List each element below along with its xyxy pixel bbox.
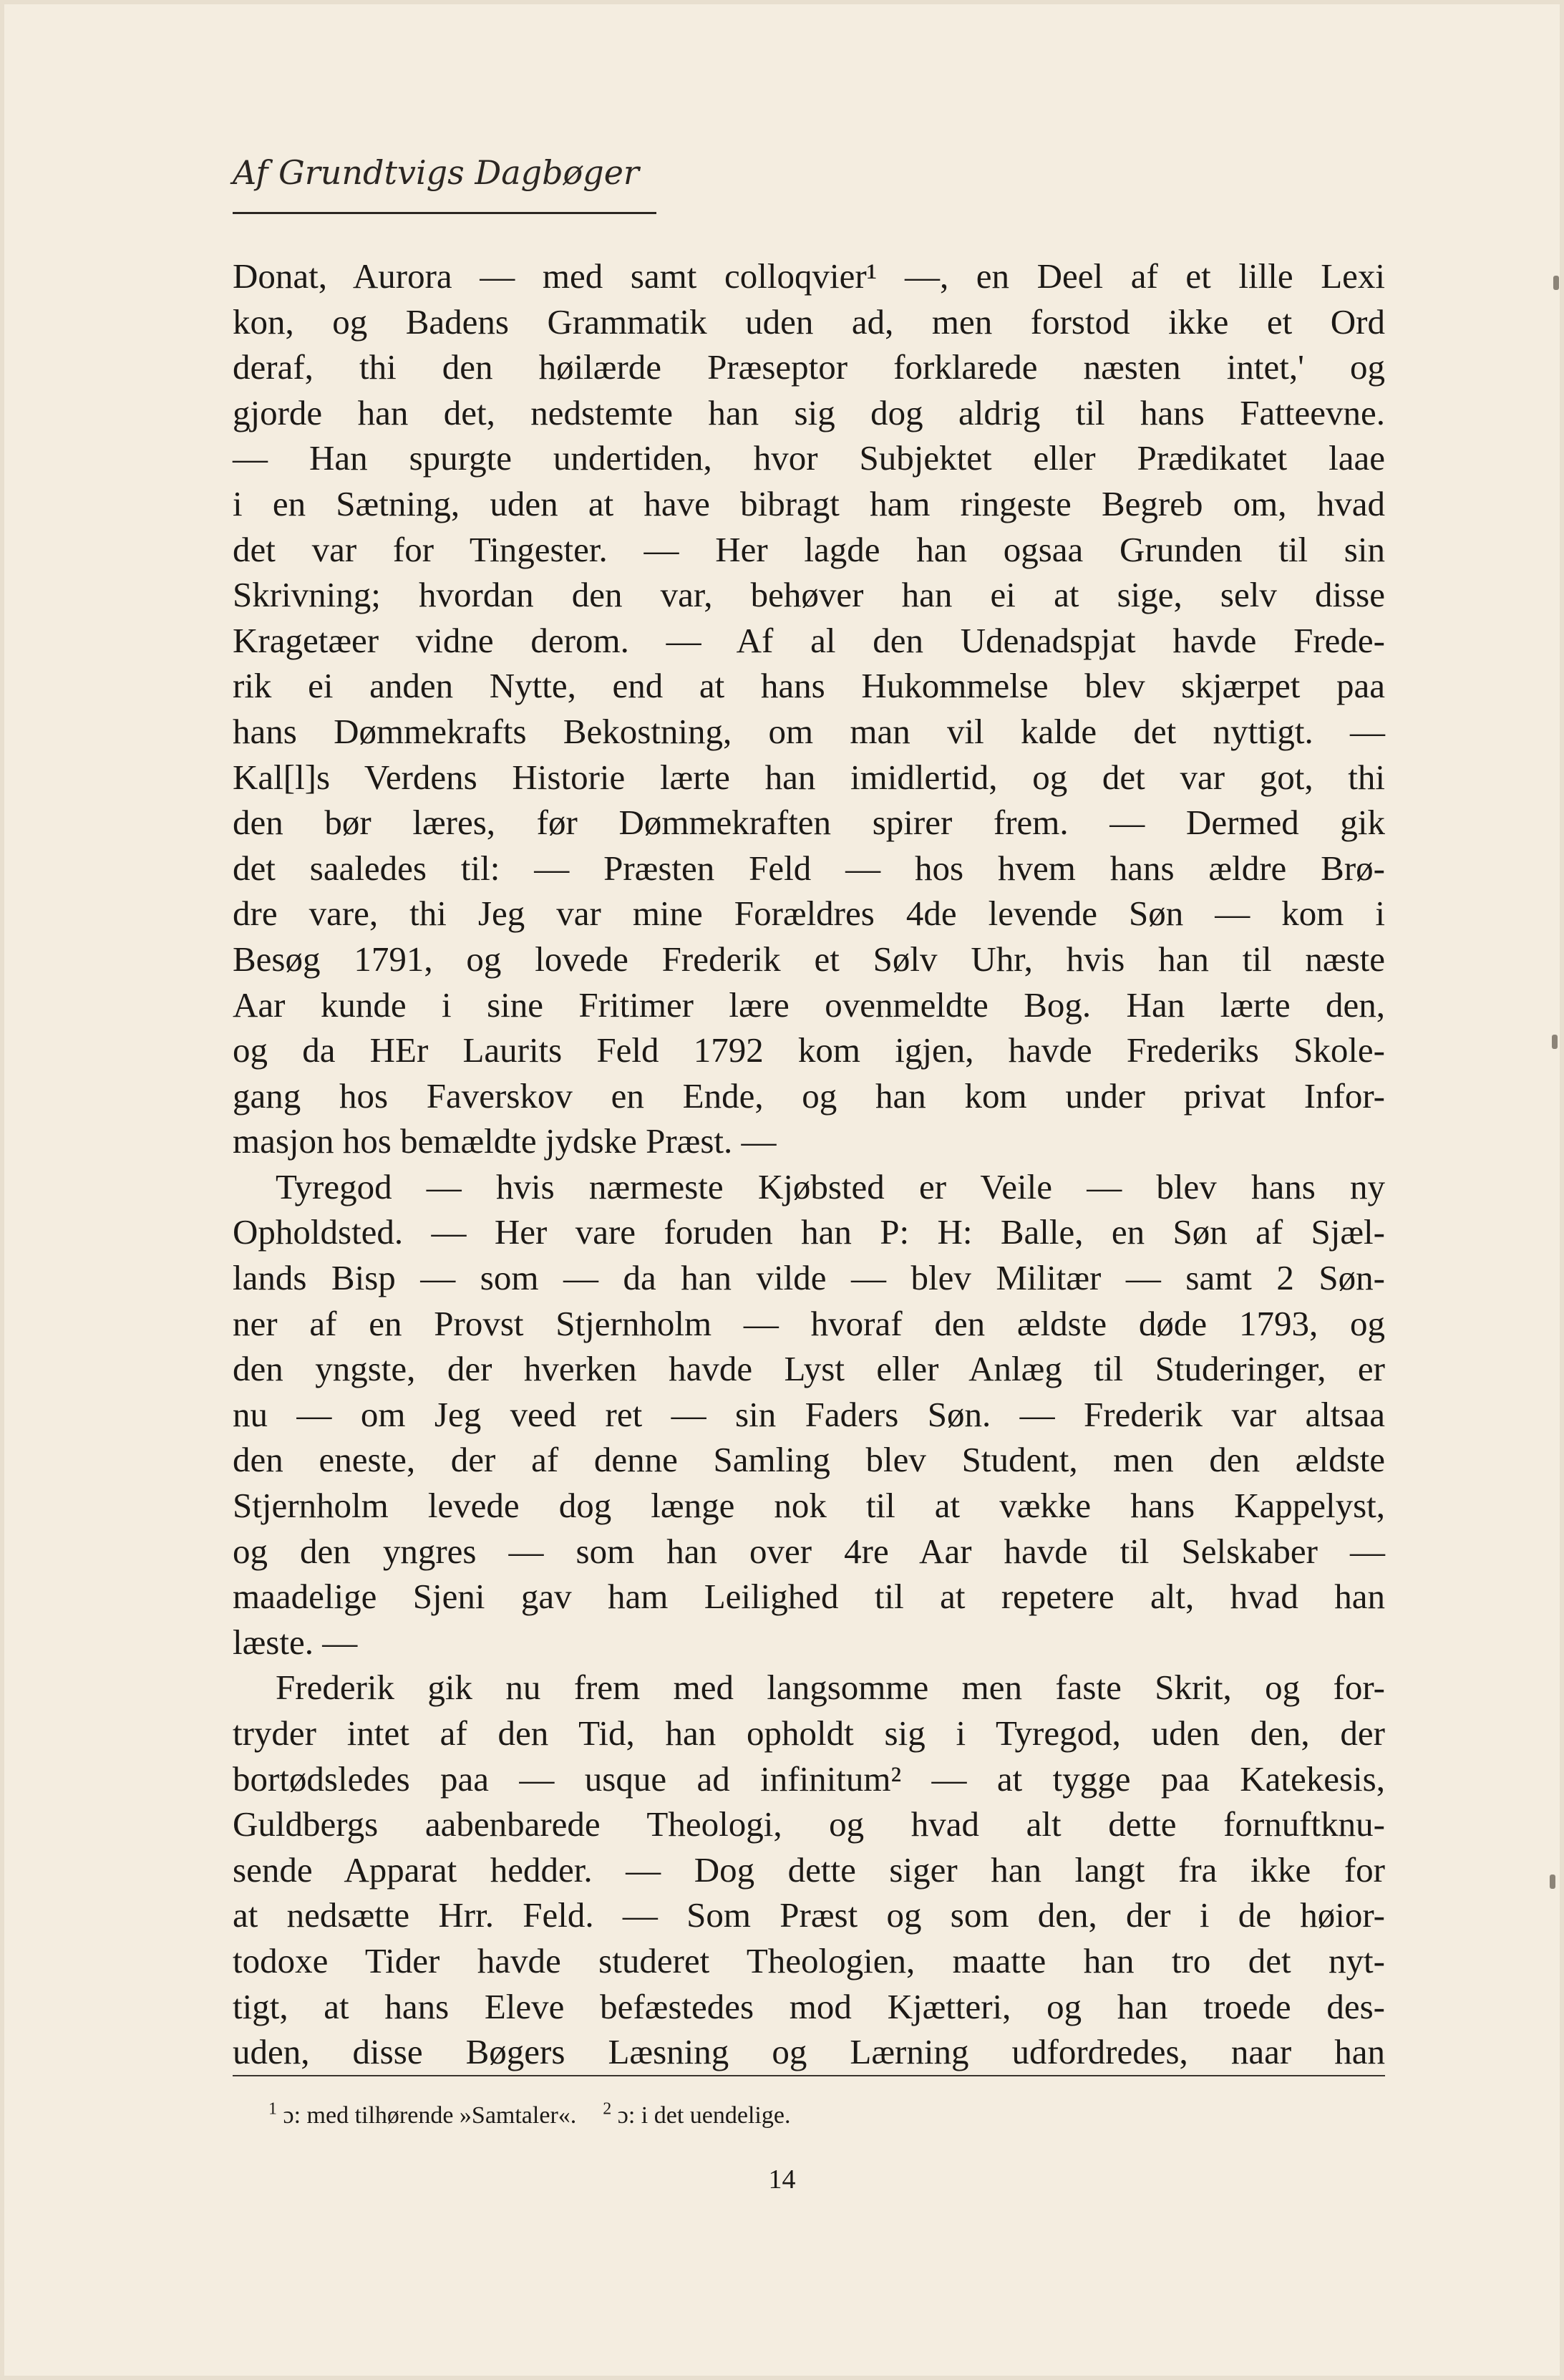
scan-speck [1553,276,1559,290]
footnote-separator [233,2075,1385,2076]
footnote-marker: 1 [268,2099,277,2119]
text-line: ner af en Provst Stjernholm — hvoraf den ældste døde 1793, og [233,1303,1385,1343]
text-line: Kal[l]s Verdens Historie lærte han imidlertid, og det var got, thi [233,757,1385,797]
footnote-text: ɔ: i det uendelige. [617,2102,791,2129]
text-line: deraf, thi den høilærde Præseptor forklarede næsten intet,' og [233,347,1385,387]
text-line: bortødsledes paa — usque ad infinitum² — at tygge paa Katekesis, [233,1759,1385,1799]
paragraph-start-line: Tyregod — hvis nærmeste Kjøbsted er Veile — blev hans ny [276,1166,1385,1206]
text-line: Aar kunde i sine Fritimer lære ovenmeldte Bog. Han lærte den, [233,985,1385,1025]
text-line: kon, og Badens Grammatik uden ad, men forstod ikke et Ord [233,301,1385,342]
text-line: sende Apparat hedder. — Dog dette siger han langt fra ikke for [233,1849,1385,1890]
text-line: tigt, at hans Eleve befæstedes mod Kjætteri, og han troede des- [233,1986,1385,2026]
text-line: masjon hos bemældte jydske Præst. — [233,1121,777,1161]
text-line: den eneste, der af denne Samling blev Student, men den ældste [233,1440,1385,1480]
text-line: det var for Tingester. — Her lagde han ogsaa Grunden til sin [233,529,1385,569]
text-line: Stjernholm levede dog længe nok til at vække hans Kappelyst, [233,1486,1385,1526]
text-line: Opholdsted. — Her vare foruden han P: H: Balle, en Søn af Sjæl- [233,1212,1385,1252]
running-head: Af Grundtvigs Dagbøger [233,153,639,192]
text-line: Skrivning; hvordan den var, behøver han ei at sige, selv disse [233,575,1385,615]
text-line: — Han spurgte undertiden, hvor Subjektet eller Prædikatet laae [233,438,1385,478]
text-line: rik ei anden Nytte, end at hans Hukommelse blev skjærpet paa [233,666,1385,706]
text-line: Kragetæer vidne derom. — Af al den Udenadspjat havde Frede- [233,620,1385,660]
text-line: uden, disse Bøgers Læsning og Lærning udfordredes, naar han [233,2032,1385,2072]
text-line: gang hos Faverskov en Ende, og han kom under privat Infor- [233,1075,1385,1116]
text-line: todoxe Tider havde studeret Theologien, maatte han tro det nyt- [233,1940,1385,1980]
text-line: hans Dømmekrafts Bekostning, om man vil kalde det nyttigt. — [233,711,1385,751]
footnote-text: ɔ: med tilhørende »Samtaler«. [283,2102,577,2129]
text-line: dre vare, thi Jeg var mine Forældres 4de levende Søn — kom i [233,894,1385,934]
footnotes [268,2101,790,2131]
text-line: Donat, Aurora — med samt colloqvier¹ —, en Deel af et lille Lexi [233,256,1385,296]
text-line: og da HEr Laurits Feld 1792 kom igjen, havde Frederiks Skole- [233,1030,1385,1070]
paragraph-start-line: Frederik gik nu frem med langsomme men faste Skrit, og for- [276,1668,1385,1708]
scan-speck [1550,1875,1555,1889]
page-number: 14 [768,2164,796,2195]
text-line: gjorde han det, nedstemte han sig dog aldrig til hans Fatteevne. [233,392,1385,432]
scan-speck [1552,1035,1558,1049]
text-line: nu — om Jeg veed ret — sin Faders Søn. — Frederik var altsaa [233,1394,1385,1434]
running-head-underline [233,212,656,214]
text-line: Besøg 1791, og lovede Frederik et Sølv Uhr, hvis han til næste [233,939,1385,979]
text-line: tryder intet af den Tid, han opholdt sig i Tyregod, uden den, der [233,1713,1385,1753]
text-line: at nedsætte Hrr. Feld. — Som Præst og som den, der i de høior- [233,1895,1385,1935]
text-line: læste. — [233,1622,358,1662]
text-line: den yngste, der hverken havde Lyst eller Anlæg til Studeringer, er [233,1349,1385,1389]
text-line: den bør læres, før Dømmekraften spirer frem. — Dermed gik [233,803,1385,843]
text-line: maadelige Sjeni gav ham Leilighed til at repetere alt, hvad han [233,1577,1385,1617]
body-text [233,253,1385,2075]
text-line: i en Sætning, uden at have bibragt ham ringeste Begreb om, hvad [233,483,1385,523]
footnote-marker: 2 [603,2099,612,2119]
text-line: Guldbergs aabenbarede Theologi, og hvad alt dette fornuftknu- [233,1804,1385,1844]
text-line: det saaledes til: — Præsten Feld — hos hvem hans ældre Brø- [233,848,1385,888]
text-line: lands Bisp — som — da han vilde — blev Militær — samt 2 Søn- [233,1258,1385,1298]
text-line: og den yngres — som han over 4re Aar havde til Selskaber — [233,1531,1385,1571]
